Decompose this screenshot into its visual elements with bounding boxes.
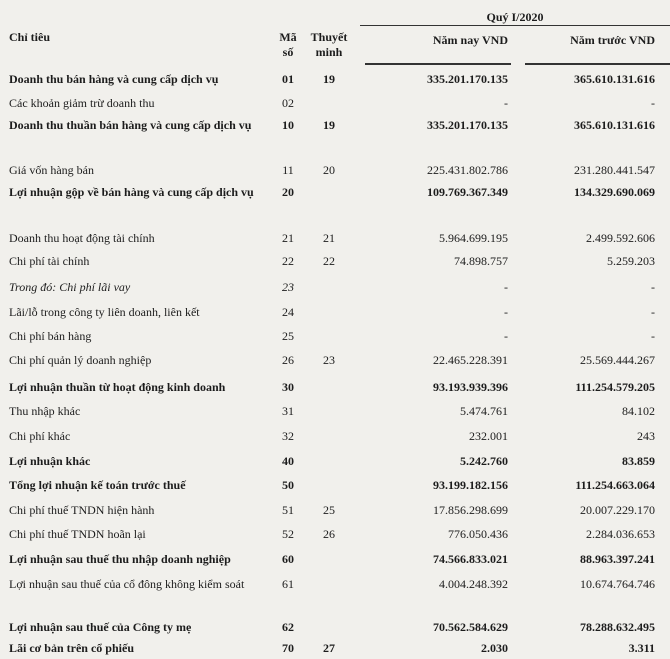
row-code: 25 xyxy=(282,329,294,343)
row-label: Lợi nhuận gộp về bán hàng và cung cấp dịch vụ xyxy=(9,185,254,199)
row-code: 50 xyxy=(282,478,294,492)
row-label: Chi phí khác xyxy=(9,429,71,443)
row-label: Chi phí bán hàng xyxy=(9,329,92,343)
row-previous-value: 88.963.397.241 xyxy=(580,552,655,566)
row-code: 01 xyxy=(282,72,294,86)
row-previous-value: - xyxy=(651,305,655,319)
row-code: 61 xyxy=(282,577,294,591)
row-previous-value: 231.280.441.547 xyxy=(574,163,655,177)
row-current-value: - xyxy=(504,280,508,294)
row-code: 31 xyxy=(282,404,294,418)
header-quarter: Quý I/2020 xyxy=(486,10,544,24)
row-note: 19 xyxy=(323,118,335,132)
row-current-value: 93.193.939.396 xyxy=(433,380,508,394)
row-previous-value: 365.610.131.616 xyxy=(574,72,655,86)
row-code: 32 xyxy=(282,429,294,443)
row-code: 11 xyxy=(282,163,294,177)
row-current-value: 776.050.436 xyxy=(448,527,508,541)
row-previous-value: 3.311 xyxy=(628,641,655,655)
row-previous-value: 111.254.663.064 xyxy=(575,478,655,492)
row-code: 60 xyxy=(282,552,294,566)
row-label: Lợi nhuận thuần từ hoạt động kinh doanh xyxy=(9,380,226,394)
row-label: Chi phí quản lý doanh nghiệp xyxy=(9,353,152,367)
row-label: Lợi nhuận sau thuế của Công ty mẹ xyxy=(9,620,192,634)
row-code: 70 xyxy=(282,641,294,655)
header-divider xyxy=(360,25,670,26)
row-previous-value: 243 xyxy=(637,429,655,443)
row-label: Doanh thu thuần bán hàng và cung cấp dịch vụ xyxy=(9,118,252,132)
row-current-value: 70.562.584.629 xyxy=(433,620,508,634)
header-chi-tieu: Chỉ tiêu xyxy=(9,30,51,44)
row-code: 22 xyxy=(282,254,294,268)
row-current-value: - xyxy=(504,305,508,319)
row-current-value: 232.001 xyxy=(469,429,508,443)
row-current-value: 5.964.699.195 xyxy=(439,231,508,245)
row-previous-value: 5.259.203 xyxy=(607,254,655,268)
row-label: Thu nhập khác xyxy=(9,404,81,418)
row-current-value: 74.566.833.021 xyxy=(433,552,508,566)
row-previous-value: 25.569.444.267 xyxy=(580,353,655,367)
row-current-value: 93.199.182.156 xyxy=(433,478,508,492)
header-ma-so: Mã số xyxy=(279,30,297,59)
row-label: Lợi nhuận khác xyxy=(9,454,91,468)
row-code: 26 xyxy=(282,353,294,367)
row-note: 27 xyxy=(323,641,335,655)
row-current-value: 335.201.170.135 xyxy=(427,118,508,132)
row-previous-value: 365.610.131.616 xyxy=(574,118,655,132)
row-code: 24 xyxy=(282,305,294,319)
row-code: 02 xyxy=(282,96,294,110)
row-current-value: 5.474.761 xyxy=(460,404,508,418)
row-previous-value: 83.859 xyxy=(622,454,655,468)
row-code: 30 xyxy=(282,380,294,394)
row-label: Chi phí thuế TNDN hiện hành xyxy=(9,503,155,517)
row-note: 20 xyxy=(323,163,335,177)
row-label: Lãi cơ bản trên cổ phiếu xyxy=(9,641,134,655)
row-label: Tổng lợi nhuận kế toán trước thuế xyxy=(9,478,186,492)
header-thuyet-minh: Thuyết minh xyxy=(310,30,348,59)
row-previous-value: 111.254.579.205 xyxy=(575,380,655,394)
row-current-value: 5.242.760 xyxy=(460,454,508,468)
row-current-value: 22.465.228.391 xyxy=(433,353,508,367)
column-underline-previous xyxy=(525,63,670,65)
row-code: 20 xyxy=(282,185,294,199)
row-current-value: 74.898.757 xyxy=(454,254,508,268)
row-current-value: - xyxy=(504,96,508,110)
row-label: Lợi nhuận sau thuế của cổ đông không kiểm soát xyxy=(9,577,245,591)
row-previous-value: 84.102 xyxy=(622,404,655,418)
row-label: Doanh thu hoạt động tài chính xyxy=(9,231,155,245)
row-code: 23 xyxy=(282,280,294,294)
row-previous-value: - xyxy=(651,96,655,110)
row-label: Chi phí tài chính xyxy=(9,254,90,268)
row-label: Lãi/lỗ trong công ty liên doanh, liên kết xyxy=(9,305,200,319)
row-current-value: - xyxy=(504,329,508,343)
row-label: Lợi nhuận sau thuế thu nhập doanh nghiệp xyxy=(9,552,231,566)
row-current-value: 225.431.802.786 xyxy=(427,163,508,177)
row-code: 52 xyxy=(282,527,294,541)
row-current-value: 2.030 xyxy=(481,641,508,655)
row-label: Chi phí thuế TNDN hoãn lại xyxy=(9,527,146,541)
row-code: 21 xyxy=(282,231,294,245)
row-previous-value: - xyxy=(651,329,655,343)
row-code: 40 xyxy=(282,454,294,468)
row-code: 51 xyxy=(282,503,294,517)
row-current-value: 109.769.367.349 xyxy=(427,185,508,199)
row-label: Trong đó: Chi phí lãi vay xyxy=(9,280,131,294)
row-label: Các khoản giảm trừ doanh thu xyxy=(9,96,155,110)
header-previous-year: Năm trước VND xyxy=(570,33,655,47)
row-code: 62 xyxy=(282,620,294,634)
header-current-year: Năm nay VND xyxy=(432,33,508,47)
row-label: Giá vốn hàng bán xyxy=(9,163,94,177)
row-current-value: 17.856.298.699 xyxy=(433,503,508,517)
row-current-value: 335.201.170.135 xyxy=(427,72,508,86)
column-underline-current xyxy=(365,63,511,65)
row-previous-value: 10.674.764.746 xyxy=(580,577,655,591)
row-current-value: 4.004.248.392 xyxy=(439,577,508,591)
row-previous-value: 134.329.690.069 xyxy=(574,185,655,199)
row-note: 26 xyxy=(323,527,335,541)
row-previous-value: 2.284.036.653 xyxy=(586,527,655,541)
row-label: Doanh thu bán hàng và cung cấp dịch vụ xyxy=(9,72,219,86)
row-note: 25 xyxy=(323,503,335,517)
row-previous-value: - xyxy=(651,280,655,294)
row-note: 22 xyxy=(323,254,335,268)
row-code: 10 xyxy=(282,118,294,132)
row-previous-value: 78.288.632.495 xyxy=(580,620,655,634)
row-note: 23 xyxy=(323,353,335,367)
row-previous-value: 20.007.229.170 xyxy=(580,503,655,517)
row-note: 21 xyxy=(323,231,335,245)
row-note: 19 xyxy=(323,72,335,86)
row-previous-value: 2.499.592.606 xyxy=(586,231,655,245)
